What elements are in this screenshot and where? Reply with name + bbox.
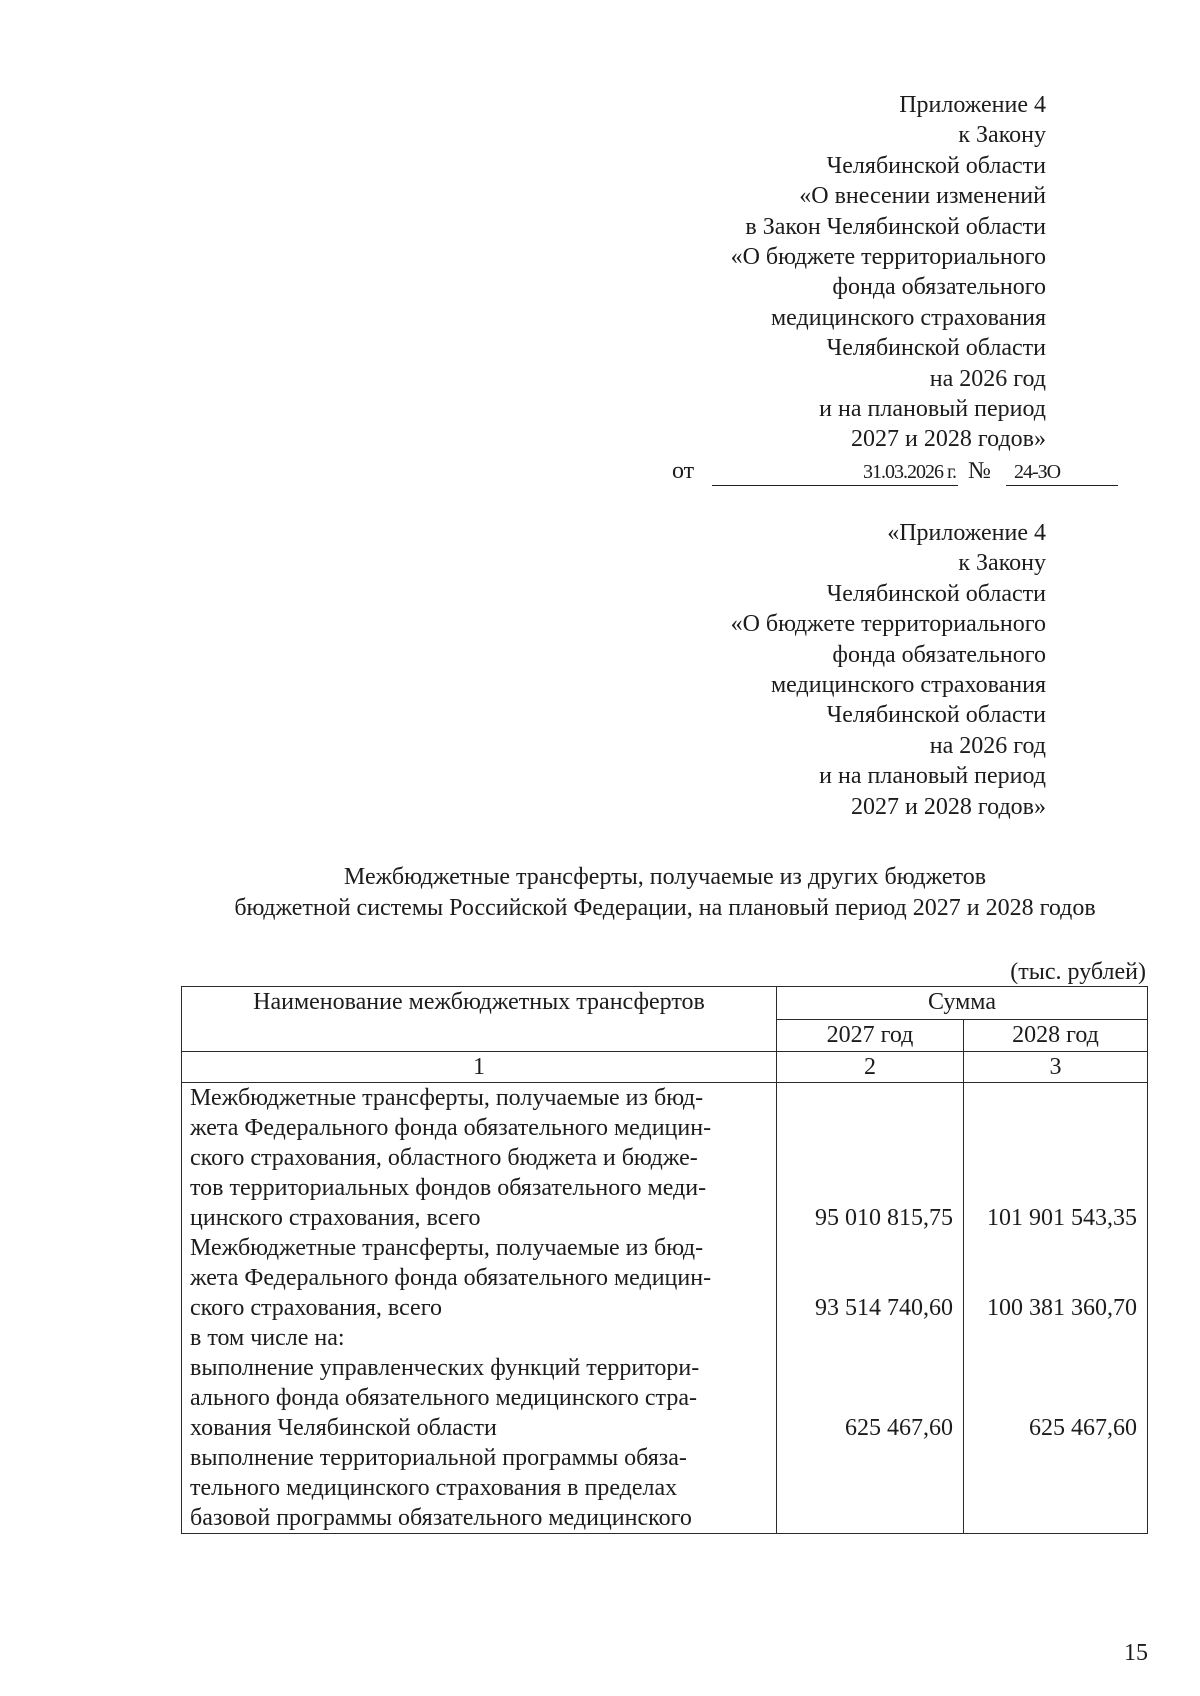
row-text-line: цинского страхования, всего bbox=[190, 1205, 481, 1231]
appendix-header-line: «О внесении изменений bbox=[799, 183, 1046, 210]
value-2027: 93 514 740,60 bbox=[815, 1295, 953, 1321]
page-number: 15 bbox=[1124, 1640, 1148, 1666]
original-appendix-line: 2027 и 2028 годов» bbox=[851, 793, 1046, 820]
appendix-header-line: на 2026 год bbox=[929, 365, 1046, 392]
original-appendix-line: и на плановый период bbox=[819, 763, 1046, 790]
appendix-header-line: 2027 и 2028 годов» bbox=[851, 426, 1046, 453]
row-text-line: хования Челябинской области bbox=[190, 1415, 497, 1441]
table-body-row bbox=[182, 1083, 1148, 1534]
table-row bbox=[190, 1353, 768, 1443]
row-text-line: жета Федерального фонда обязательного медицин- bbox=[190, 1265, 712, 1291]
law-date: 31.03.2026 г. bbox=[863, 461, 956, 483]
appendix-header bbox=[731, 90, 1046, 455]
appendix-header-line: фонда обязательного bbox=[832, 274, 1046, 301]
header-name-cell: Наименование межбюджетных трансфертов bbox=[182, 987, 777, 1052]
transfer-names-cell bbox=[182, 1083, 777, 1534]
values-2028-cell bbox=[964, 1083, 1148, 1534]
column-number-1: 1 bbox=[182, 1052, 777, 1083]
row-text-line: в том числе на: bbox=[190, 1325, 345, 1351]
original-appendix-line: к Закону bbox=[958, 550, 1046, 577]
document-title-line: Межбюджетные трансферты, получаемые из других бюджетов bbox=[343, 864, 987, 890]
transfers-table bbox=[181, 986, 1148, 1534]
appendix-header-line: и на плановый период bbox=[819, 396, 1046, 423]
row-text-line: базовой программы обязательного медицинского bbox=[190, 1505, 692, 1531]
row-text-line: тов территориальных фондов обязательного меди- bbox=[190, 1175, 707, 1201]
row-text-line: тельного медицинского страхования в пределах bbox=[190, 1475, 678, 1501]
table-row bbox=[190, 1083, 768, 1233]
original-appendix-line: на 2026 год bbox=[929, 732, 1046, 759]
appendix-header-line: Приложение 4 bbox=[899, 92, 1046, 118]
original-appendix-line: «Приложение 4 bbox=[887, 520, 1046, 546]
header-year-2028: 2028 год bbox=[964, 1019, 1148, 1052]
row-text-line: Межбюджетные трансферты, получаемые из бюд- bbox=[190, 1085, 704, 1111]
number-sign: № bbox=[968, 458, 991, 484]
table-row bbox=[190, 1323, 768, 1353]
row-text-line: выполнение территориальной программы обяза- bbox=[190, 1445, 687, 1471]
appendix-header-line: к Закону bbox=[958, 122, 1046, 149]
values-2027-cell bbox=[777, 1083, 964, 1534]
original-appendix-line: Челябинской области bbox=[826, 580, 1046, 607]
original-appendix-line: фонда обязательного bbox=[832, 641, 1046, 668]
appendix-header-line: Челябинской области bbox=[826, 152, 1046, 179]
original-appendix-header bbox=[731, 518, 1046, 822]
header-sum-cell: Сумма bbox=[777, 987, 1148, 1020]
date-prefix: от bbox=[672, 458, 695, 484]
original-appendix-line: медицинского страхования bbox=[770, 672, 1046, 699]
law-number: 24-ЗО bbox=[1014, 461, 1061, 483]
appendix-header-line: Челябинской области bbox=[826, 335, 1046, 362]
appendix-header-line: в Закон Челябинской области bbox=[745, 213, 1046, 240]
units-label: (тыс. рублей) bbox=[1010, 959, 1146, 985]
value-2027: 95 010 815,75 bbox=[815, 1205, 953, 1231]
table-row bbox=[190, 1233, 768, 1323]
table-header-row bbox=[182, 987, 1148, 1020]
value-2027: 625 467,60 bbox=[845, 1415, 953, 1441]
value-2028: 625 467,60 bbox=[1029, 1415, 1137, 1441]
row-text-line: Межбюджетные трансферты, получаемые из бюд- bbox=[190, 1235, 704, 1261]
value-2028: 100 381 360,70 bbox=[987, 1295, 1137, 1321]
document-title bbox=[190, 862, 1140, 924]
value-2028: 101 901 543,35 bbox=[987, 1205, 1137, 1231]
row-text-line: выполнение управленческих функций территори- bbox=[190, 1355, 700, 1381]
header-year-2027: 2027 год bbox=[777, 1019, 964, 1052]
number-field bbox=[1006, 458, 1118, 486]
original-appendix-line: «О бюджете территориального bbox=[730, 611, 1046, 638]
law-date-number-line bbox=[672, 458, 1061, 488]
column-number-3: 3 bbox=[964, 1052, 1148, 1083]
appendix-header-line: медицинского страхования bbox=[770, 304, 1046, 331]
document-title-line: бюджетной системы Российской Федерации, на плановый период 2027 и 2028 годов bbox=[234, 895, 1096, 921]
table-row bbox=[190, 1443, 768, 1533]
date-field bbox=[712, 458, 958, 486]
column-number-2: 2 bbox=[777, 1052, 964, 1083]
appendix-header-line: «О бюджете территориального bbox=[730, 244, 1046, 271]
column-numbers-row bbox=[182, 1052, 1148, 1083]
row-text-line: ального фонда обязательного медицинского стра- bbox=[190, 1385, 697, 1411]
row-text-line: ского страхования, областного бюджета и бюдже- bbox=[190, 1145, 698, 1171]
row-text-line: ского страхования, всего bbox=[190, 1295, 442, 1321]
row-text-line: жета Федерального фонда обязательного медицин- bbox=[190, 1115, 712, 1141]
original-appendix-line: Челябинской области bbox=[826, 702, 1046, 729]
